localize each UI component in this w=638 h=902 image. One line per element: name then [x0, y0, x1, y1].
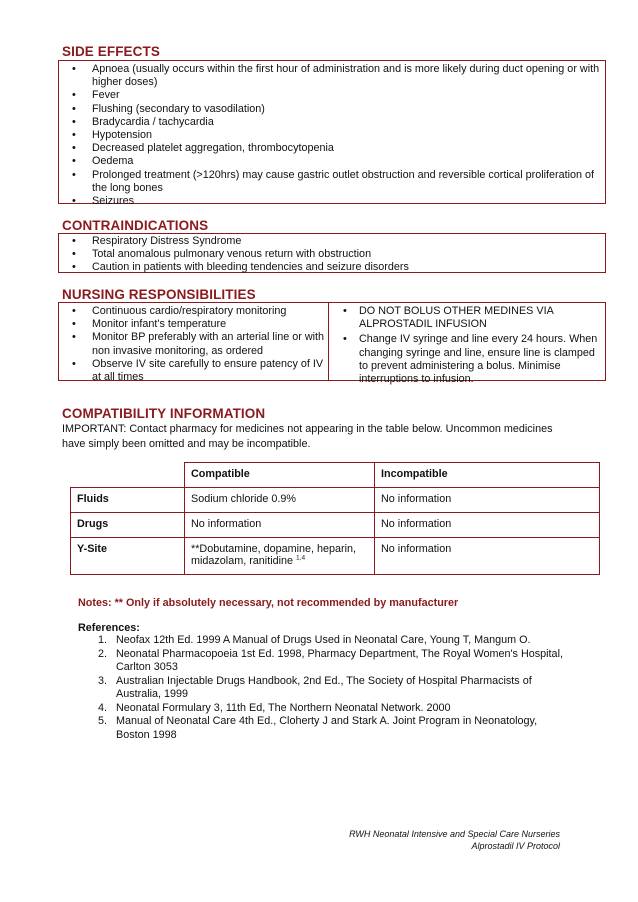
compatibility-table — [70, 462, 600, 575]
list-item: • Seizures — [59, 195, 605, 208]
side-effects-list — [59, 63, 605, 208]
list-item: • Oedema — [59, 155, 605, 168]
header-incompatible: Incompatible — [375, 463, 600, 488]
references-list — [78, 634, 568, 742]
nursing-box — [58, 302, 606, 386]
references-heading: References: — [78, 622, 140, 634]
list-item: • Caution in patients with bleeding tendencies and seizure disorders — [59, 261, 605, 274]
table-row — [71, 488, 600, 513]
contraindications-heading: CONTRAINDICATIONS — [62, 218, 209, 233]
list-item: 3. Australian Injectable Drugs Handbook, 2nd Ed., The Society of Hospital Pharmacists of Australia, 1999 — [98, 674, 532, 700]
header-compatible: Compatible — [185, 463, 375, 488]
list-item: • Prolonged treatment (>120hrs) may cause gastric outlet obstruction and reversible cortical proliferation of the long bones — [59, 169, 605, 195]
list-item: 1. Neofax 12th Ed. 1999 A Manual of Drugs Used in Neonatal Care, Young T, Mangum O. — [98, 634, 531, 646]
row-label: Y-Site — [71, 538, 185, 575]
list-item: • Respiratory Distress Syndrome — [59, 235, 605, 248]
list-item: • Hypotension — [59, 129, 605, 142]
list-item: 4. Neonatal Formulary 3, 11th Ed, The Northern Neonatal Network. 2000 — [98, 701, 451, 714]
compatible-cell: **Dobutamine, dopamine, heparin, midazolam, ranitidine $^{1,4}$ — [185, 538, 375, 575]
nursing-left-column — [59, 303, 329, 384]
list-item: • Change IV syringe and line every 24 hours. When changing syringe and line, ensure line is clamped to prevent administering a bolus. Minimise interruptions to infusion. — [329, 333, 605, 386]
list-item: • Total anomalous pulmonary venous return with obstruction — [59, 248, 605, 261]
row-label: Drugs — [71, 513, 185, 538]
compatibility-heading: COMPATIBILITY INFORMATION — [62, 406, 266, 421]
contraindications-list — [59, 235, 605, 275]
table-header-row — [71, 463, 600, 488]
row-label: Fluids — [71, 488, 185, 513]
compatible-cell: No information — [185, 513, 375, 538]
list-item: • Observe IV site carefully to ensure patency of IV at all times — [59, 358, 328, 384]
compatible-cell: Sodium chloride 0.9% — [185, 488, 375, 513]
nursing-right-column — [329, 303, 605, 386]
nursing-heading: NURSING RESPONSIBILITIES — [62, 287, 256, 302]
list-item: 2. Neonatal Pharmacopoeia 1st Ed. 1998, Pharmacy Department, The Royal Women's Hospital, Carlton 3053 — [98, 647, 563, 673]
side-effects-box — [58, 60, 606, 208]
list-item: 5. Manual of Neonatal Care 4th Ed., Cloherty J and Stark A. Joint Program in Neonatology, Boston 1998 — [98, 715, 538, 741]
list-item: • Bradycardia / tachycardia — [59, 116, 605, 129]
incompatible-cell: No information — [375, 488, 600, 513]
list-item: • DO NOT BOLUS OTHER MEDINES VIA ALPROSTADIL INFUSION — [329, 305, 605, 331]
table-row — [71, 538, 600, 575]
footer-line-1: RWH Neonatal Intensive and Special Care Nurseries — [349, 829, 560, 839]
compatibility-intro: IMPORTANT: Contact pharmacy for medicines not appearing in the table below. Uncommon medicines have simply been omitted and may be incompatible. — [62, 423, 553, 450]
table-row — [71, 513, 600, 538]
side-effects-heading: SIDE EFFECTS — [62, 44, 160, 59]
list-item: • Apnoea (usually occurs within the first hour of administration and is more likely during duct opening or with higher doses) — [59, 63, 605, 89]
list-item: • Monitor infant's temperature — [59, 318, 328, 331]
contraindications-box — [58, 233, 606, 273]
list-item: • Fever — [59, 89, 605, 102]
list-item: • Decreased platelet aggregation, thrombocytopenia — [59, 142, 605, 155]
list-item: • Monitor BP preferably with an arterial line or with non invasive monitoring, as ordered — [59, 331, 328, 357]
incompatible-cell: No information — [375, 513, 600, 538]
notes: Notes: ** Only if absolutely necessary, not recommended by manufacturer — [78, 597, 459, 609]
list-item: • Continuous cardio/respiratory monitoring — [59, 305, 328, 318]
list-item: • Flushing (secondary to vasodilation) — [59, 103, 605, 116]
incompatible-cell: No information — [375, 538, 600, 575]
page-footer — [349, 828, 560, 852]
footer-line-2: Alprostadil IV Protocol — [471, 841, 560, 851]
